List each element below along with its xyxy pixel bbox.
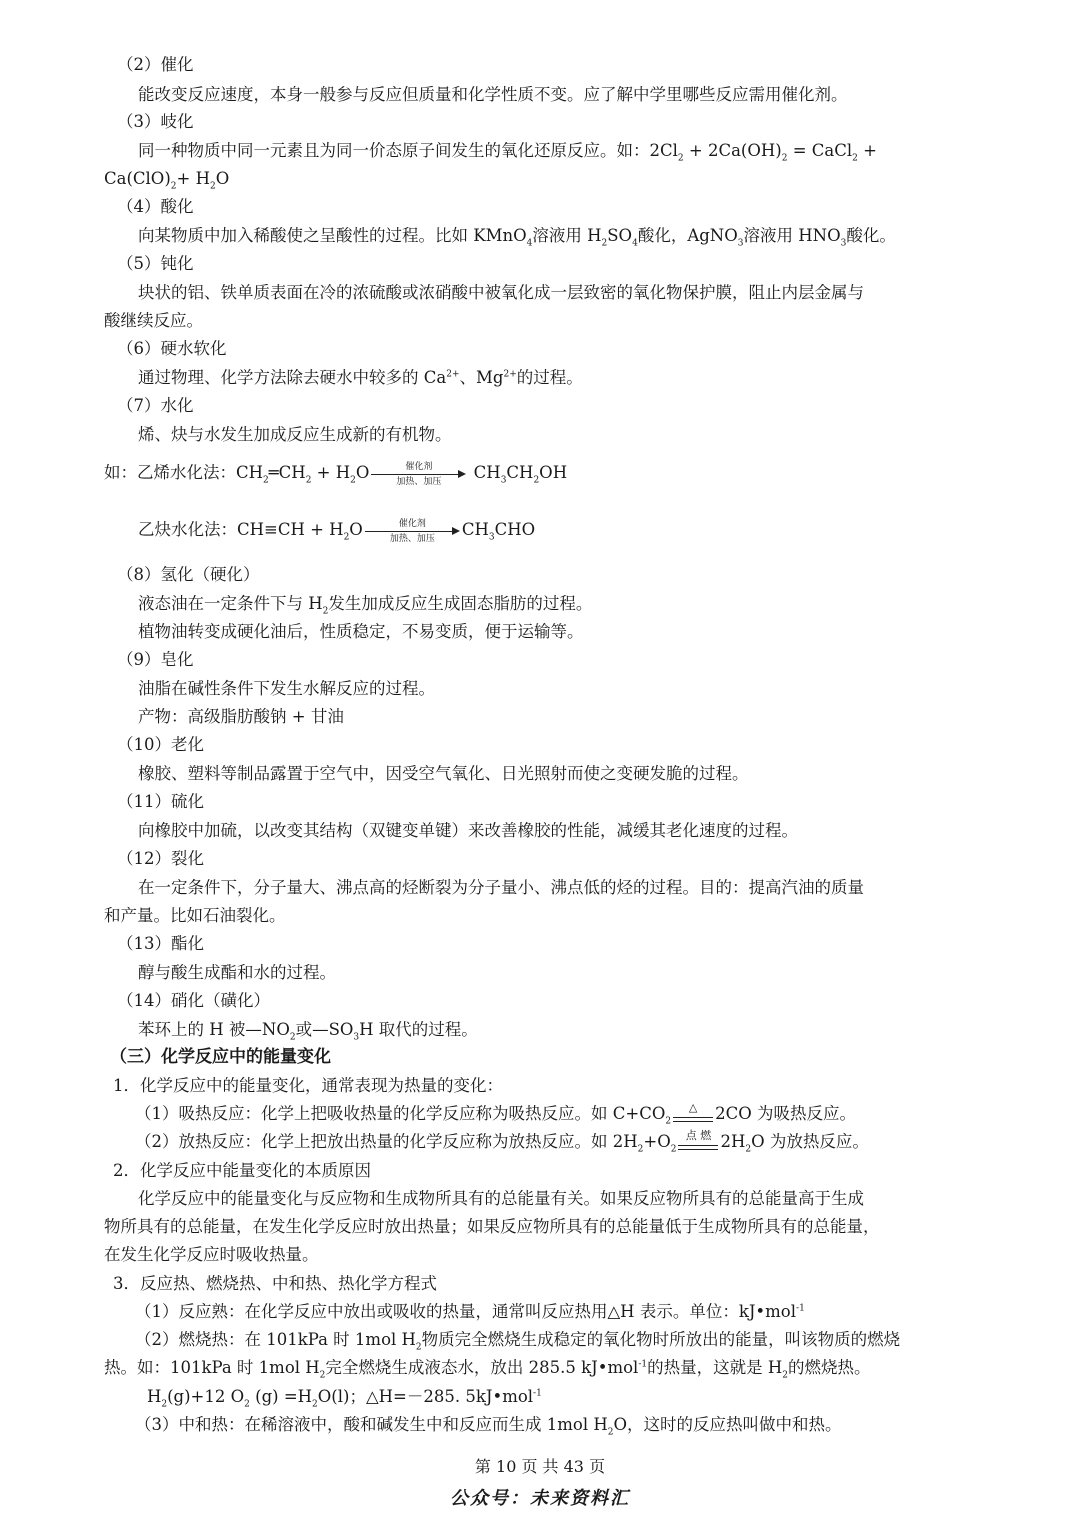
reaction-equals: 点 燃 xyxy=(678,1132,718,1154)
item-body: 酸继续反应。 xyxy=(104,311,203,330)
item-heading: （9）皂化 xyxy=(117,650,194,669)
item-body: 液态油在一定条件下与 $H_2$发生加成反应生成固态脂肪的过程。 xyxy=(138,594,593,617)
item-heading: （5）钝化 xyxy=(117,254,194,273)
item-heading: （2）催化 xyxy=(117,55,194,74)
item-body: 向某物质中加入稀酸使之呈酸性的过程。比如 KMnO$_4$溶液用 $H_2SO_4$酸化，AgNO$_3$溶液用 $HNO_3$酸化。 xyxy=(138,226,896,249)
paragraph: 热。如：101kPa 时 1mol $H_2$完全燃烧生成液态水，放出 285.5 kJ•mol$^{-1}$的热量，这就是 $H_2$的燃烧热。 xyxy=(104,1358,871,1381)
reaction-arrow: 催化剂 加热、加压 xyxy=(365,520,460,542)
page-number: 第 10 页 共 43 页 xyxy=(474,1457,606,1476)
item-heading: （8）氢化（硬化） xyxy=(117,565,260,584)
section-title: （三）化学反应中的能量变化 xyxy=(110,1047,331,1067)
paragraph-combustion-heat: （2）燃烧热：在 101kPa 时 1mol $H_2$物质完全燃烧生成稳定的氧化物时所放出的能量，叫该物质的燃烧 xyxy=(135,1330,901,1353)
thermochemical-equation: $H_2(g)+12$ $O_2$ $(g) =H_2O(l)$；△H=－285. 5kJ•mol$^{-1}$ xyxy=(147,1387,542,1410)
paragraph: 化学反应中的能量变化与反应物和生成物所具有的总能量有关。如果反应物所具有的总能量高于生成 xyxy=(138,1189,864,1208)
item-body: 橡胶、塑料等制品露置于空气中，因受空气氧化、日光照射而使之变硬发脆的过程。 xyxy=(138,764,749,783)
numbered-heading: 2．化学反应中能量变化的本质原因 xyxy=(113,1161,371,1180)
item-body: 向橡胶中加硫，以改变其结构（双键变单键）来改善橡胶的性能，减缓其老化速度的过程。 xyxy=(138,821,798,840)
watermark-brand: 公众号：未来资料汇 xyxy=(450,1488,630,1509)
item-heading: （14）硝化（磺化） xyxy=(117,991,270,1010)
item-body: 同一种物质中同一元素且为同一价态原子间发生的氧化还原反应。如：$2Cl_2 + 2Ca(OH)_2$ = CaCl$_2$ + xyxy=(138,141,877,164)
paragraph-endothermic: （1）吸热反应：化学上把吸收热量的化学反应称为吸热反应。如 $C+CO_2$ △ 2CO 为吸热反应。 xyxy=(135,1100,856,1127)
equation-ethylene-hydration: 如：乙烯水化法：$CH_2═CH_2 + H_2O$ 催化剂 加热、加压 $CH_3CH_2OH$ xyxy=(104,461,568,487)
item-body: 和产量。比如石油裂化。 xyxy=(104,906,286,925)
item-heading: （6）硬水软化 xyxy=(117,339,227,358)
item-body: 能改变反应速度，本身一般参与反应但质量和化学性质不变。应了解中学里哪些反应需用催化剂。 xyxy=(138,85,848,104)
reaction-arrow: 催化剂 加热、加压 xyxy=(371,463,466,485)
item-body: 产物：高级脂肪酸钠 + 甘油 xyxy=(138,707,344,726)
item-heading: （7）水化 xyxy=(117,396,194,415)
paragraph-exothermic: （2）放热反应：化学上把放出热量的化学反应称为放热反应。如 $2H_2+O_2$ 点 燃 $2H_2O$ 为放热反应。 xyxy=(135,1128,869,1155)
item-body: 醇与酸生成酯和水的过程。 xyxy=(138,963,336,982)
item-body: 在一定条件下，分子量大、沸点高的烃断裂为分子量小、沸点低的烃的过程。目的：提高汽油的质量 xyxy=(138,878,864,897)
item-heading: （4）酸化 xyxy=(117,197,194,216)
equation-acetylene-hydration: 乙炔水化法：$CH\equiv CH + H_2O$ 催化剂 加热、加压 $CH_3CHO$ xyxy=(138,518,536,544)
item-heading: （10）老化 xyxy=(117,735,204,754)
paragraph: 物所具有的总能量，在发生化学反应时放出热量；如果反应物所具有的总能量低于生成物所具有的总能量， xyxy=(104,1217,880,1236)
numbered-heading: 3．反应热、燃烧热、中和热、热化学方程式 xyxy=(113,1274,437,1293)
item-body: 油脂在碱性条件下发生水解反应的过程。 xyxy=(138,679,435,698)
item-heading: （12）裂化 xyxy=(117,849,204,868)
paragraph-reaction-heat: （1）反应熟：在化学反应中放出或吸收的热量，通常叫反应热用△H 表示。单位：kJ•mol$^{-1}$ xyxy=(135,1302,805,1321)
item-heading: （3）岐化 xyxy=(117,112,194,131)
item-body: 植物油转变成硬化油后，性质稳定，不易变质，便于运输等。 xyxy=(138,622,584,641)
reaction-equals: △ xyxy=(673,1104,713,1126)
item-body: 块状的铝、铁单质表面在冷的浓硫酸或浓硝酸中被氧化成一层致密的氧化物保护膜，阻止内层金属与 xyxy=(138,283,864,302)
item-body: 烯、炔与水发生加成反应生成新的有机物。 xyxy=(138,425,452,444)
item-heading: （11）硫化 xyxy=(117,792,204,811)
item-body: 苯环上的 H 被$—NO_2$或$—SO_3H$ 取代的过程。 xyxy=(138,1020,478,1043)
numbered-heading: 1．化学反应中的能量变化，通常表现为热量的变化： xyxy=(113,1076,503,1095)
paragraph-neutralization-heat: （3）中和热：在稀溶液中，酸和碱发生中和反应而生成 1mol $H_2O$，这时的反应热叫做中和热。 xyxy=(135,1415,842,1438)
item-body: 通过物理、化学方法除去硬水中较多的 $Ca^{2+}$、$Mg^{2+}$的过程。 xyxy=(138,368,583,387)
item-body: $Ca(ClO)_2+ H_2O$ xyxy=(104,169,230,192)
paragraph: 在发生化学反应时吸收热量。 xyxy=(104,1245,319,1264)
item-heading: （13）酯化 xyxy=(117,934,204,953)
